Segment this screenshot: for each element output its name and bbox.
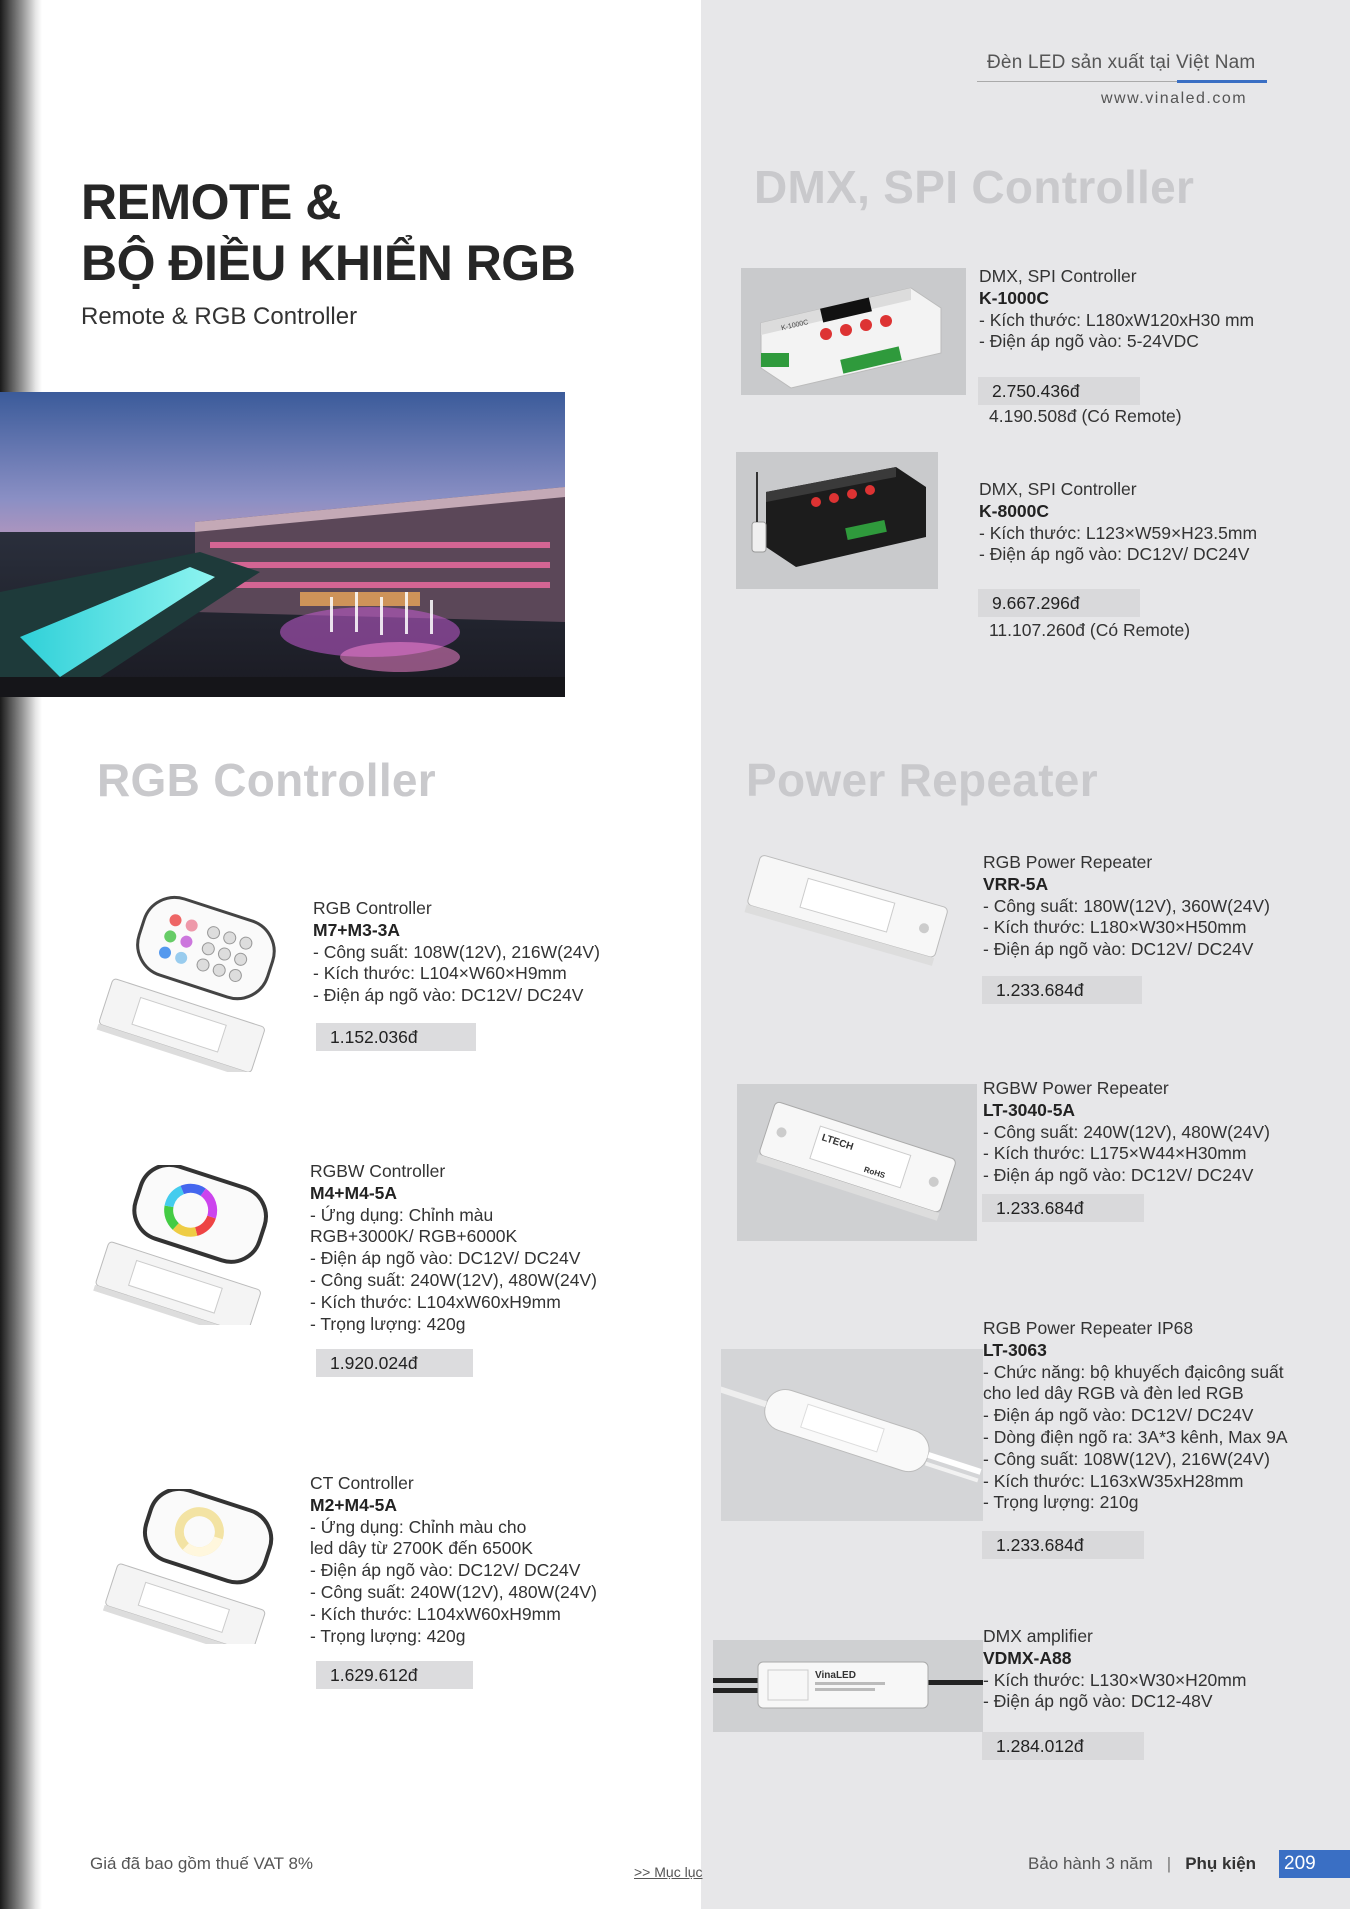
product-price: 1.629.612đ bbox=[316, 1661, 473, 1689]
footer-separator: | bbox=[1166, 1854, 1172, 1873]
product-name: DMX amplifier bbox=[983, 1626, 1093, 1646]
product-info-lt-3040-5a bbox=[983, 1078, 1270, 1187]
product-image-m2-m4-5a bbox=[98, 1489, 288, 1644]
product-price: 1.233.684đ bbox=[982, 1194, 1144, 1222]
product-image-k8000c bbox=[736, 452, 938, 589]
product-spec: - Công suất: 240W(12V), 480W(24V) bbox=[310, 1269, 597, 1290]
product-info-m7-m3-3a bbox=[313, 898, 600, 1007]
footer-warranty-category bbox=[1028, 1854, 1256, 1874]
product-spec: - Điện áp ngõ vào: DC12V/ DC24V bbox=[979, 544, 1250, 565]
table-of-contents-link[interactable]: >> Mục lục bbox=[634, 1864, 703, 1880]
product-spec: - Dòng điện ngõ ra: 3A*3 kênh, Max 9A bbox=[983, 1426, 1288, 1447]
product-spec: - Điện áp ngõ vào: DC12V/ DC24V bbox=[310, 1248, 581, 1269]
product-name: RGB Power Repeater bbox=[983, 852, 1153, 872]
product-spec: led dây từ 2700K đến 6500K bbox=[310, 1538, 533, 1559]
product-price-with-remote: 11.107.260đ (Có Remote) bbox=[989, 620, 1191, 640]
k1000c-device-label: K-1000C bbox=[780, 319, 810, 333]
product-image-vrr-5a bbox=[741, 850, 951, 975]
header-tagline: Đèn LED sản xuất tại Việt Nam bbox=[987, 52, 1256, 73]
product-info-vdmx-a88 bbox=[983, 1626, 1246, 1713]
product-image-m7-m3-3a bbox=[92, 892, 292, 1072]
product-info-vrr-5a bbox=[983, 852, 1270, 961]
product-info-m4-m4-5a bbox=[310, 1161, 597, 1335]
ltech-device-label: LTECH bbox=[820, 1132, 855, 1153]
product-price: 1.233.684đ bbox=[982, 976, 1142, 1004]
product-code: VRR-5A bbox=[983, 873, 1049, 894]
product-spec: - Công suất: 240W(12V), 480W(24V) bbox=[983, 1121, 1270, 1142]
product-name: RGBW Power Repeater bbox=[983, 1078, 1169, 1098]
product-info-lt-3063 bbox=[983, 1318, 1288, 1514]
product-price: 1.920.024đ bbox=[316, 1349, 473, 1377]
product-info-k8000c bbox=[979, 479, 1257, 566]
product-spec: RGB+3000K/ RGB+6000K bbox=[310, 1226, 518, 1247]
product-code: M4+M4-5A bbox=[310, 1182, 398, 1203]
product-spec: - Điện áp ngõ vào: DC12V/ DC24V bbox=[983, 939, 1254, 960]
product-price-with-remote: 4.190.508đ (Có Remote) bbox=[989, 406, 1182, 426]
product-spec: - Kích thước: L130×W30×H20mm bbox=[983, 1669, 1247, 1690]
product-image-lt-3040-5a bbox=[737, 1084, 977, 1241]
page-title bbox=[81, 172, 575, 294]
product-name: DMX, SPI Controller bbox=[979, 479, 1137, 499]
product-code: VDMX-A88 bbox=[983, 1647, 1072, 1668]
product-image-m4-m4-5a bbox=[88, 1165, 288, 1325]
product-spec: - Chức năng: bộ khuyếch đạicông suất bbox=[983, 1361, 1284, 1382]
product-price: 1.152.036đ bbox=[316, 1023, 476, 1051]
product-spec: - Công suất: 180W(12V), 360W(24V) bbox=[983, 895, 1270, 916]
product-spec: - Điện áp ngõ vào: DC12V/ DC24V bbox=[313, 985, 584, 1006]
product-spec: - Kích thước: L180×W30×H50mm bbox=[983, 917, 1247, 938]
product-spec: - Điện áp ngõ vào: DC12-48V bbox=[983, 1691, 1213, 1712]
product-spec: - Kích thước: L180xW120xH30 mm bbox=[979, 309, 1255, 330]
product-spec: - Kích thước: L123×W59×H23.5mm bbox=[979, 522, 1258, 543]
page-edge-shadow bbox=[0, 0, 42, 1909]
page-number: 209 bbox=[1279, 1850, 1350, 1878]
product-spec: - Công suất: 240W(12V), 480W(24V) bbox=[310, 1581, 597, 1602]
product-price: 9.667.296đ bbox=[978, 589, 1140, 617]
product-spec: - Công suất: 108W(12V), 216W(24V) bbox=[313, 941, 600, 962]
product-name: RGB Controller bbox=[313, 898, 432, 918]
product-spec: - Điện áp ngõ vào: 5-24VDC bbox=[979, 331, 1199, 352]
product-spec: - Công suất: 108W(12V), 216W(24V) bbox=[983, 1448, 1270, 1469]
product-image-vdmx-a88 bbox=[713, 1640, 983, 1732]
product-spec: - Trọng lượng: 210g bbox=[983, 1492, 1139, 1513]
product-name: RGBW Controller bbox=[310, 1161, 446, 1181]
product-spec: - Kích thước: L163xW35xH28mm bbox=[983, 1470, 1244, 1491]
product-spec: - Kích thước: L104xW60xH9mm bbox=[310, 1603, 561, 1624]
product-spec: - Điện áp ngõ vào: DC12V/ DC24V bbox=[983, 1165, 1254, 1186]
product-code: LT-3063 bbox=[983, 1339, 1047, 1360]
product-image-lt-3063 bbox=[721, 1349, 983, 1521]
product-spec: - Trọng lượng: 420g bbox=[310, 1625, 466, 1646]
product-name: CT Controller bbox=[310, 1473, 414, 1493]
product-spec: - Kích thước: L175×W44×H30mm bbox=[983, 1143, 1247, 1164]
product-spec: - Trọng lượng: 420g bbox=[310, 1313, 466, 1334]
product-name: DMX, SPI Controller bbox=[979, 266, 1137, 286]
header-divider-accent bbox=[1177, 80, 1267, 83]
product-spec: - Điện áp ngõ vào: DC12V/ DC24V bbox=[983, 1405, 1254, 1426]
product-spec: - Kích thước: L104×W60×H9mm bbox=[313, 963, 567, 984]
product-code: LT-3040-5A bbox=[983, 1099, 1076, 1120]
product-spec: - Kích thước: L104xW60xH9mm bbox=[310, 1291, 561, 1312]
product-spec: - Ứng dụng: Chỉnh màu bbox=[310, 1204, 494, 1225]
product-info-m2-m4-5a bbox=[310, 1473, 597, 1647]
warranty-text: Bảo hành 3 năm bbox=[1028, 1854, 1153, 1873]
vinaled-device-label: VinaLED bbox=[815, 1670, 856, 1681]
header-website: www.vinaled.com bbox=[1101, 90, 1248, 107]
product-name: RGB Power Repeater IP68 bbox=[983, 1318, 1194, 1338]
product-price: 2.750.436đ bbox=[978, 377, 1140, 405]
vat-note: Giá đã bao gồm thuế VAT 8% bbox=[90, 1854, 314, 1873]
section-title-power: Power Repeater bbox=[746, 754, 1098, 806]
page-title-line-1: REMOTE & bbox=[81, 174, 341, 230]
product-spec: cho led dây RGB và đèn led RGB bbox=[983, 1383, 1244, 1404]
rohs-device-label: RoHS bbox=[862, 1164, 887, 1181]
product-spec: - Ứng dụng: Chỉnh màu cho bbox=[310, 1516, 527, 1537]
product-spec: - Điện áp ngõ vào: DC12V/ DC24V bbox=[310, 1560, 581, 1581]
product-info-k1000c bbox=[979, 266, 1254, 353]
hero-resort-photo bbox=[0, 392, 565, 697]
section-title-dmx: DMX, SPI Controller bbox=[754, 161, 1195, 213]
product-price: 1.284.012đ bbox=[982, 1732, 1144, 1760]
product-code: M7+M3-3A bbox=[313, 919, 401, 940]
page-title-line-2: BỘ ĐIỀU KHIỂN RGB bbox=[81, 235, 576, 291]
section-title-rgb: RGB Controller bbox=[97, 754, 436, 806]
product-code: K-1000C bbox=[979, 287, 1050, 308]
product-image-k1000c bbox=[741, 268, 966, 395]
category-text: Phụ kiện bbox=[1185, 1854, 1257, 1873]
product-price: 1.233.684đ bbox=[982, 1531, 1144, 1559]
page-subtitle: Remote & RGB Controller bbox=[81, 303, 358, 330]
product-code: K-8000C bbox=[979, 500, 1050, 521]
product-code: M2+M4-5A bbox=[310, 1494, 398, 1515]
